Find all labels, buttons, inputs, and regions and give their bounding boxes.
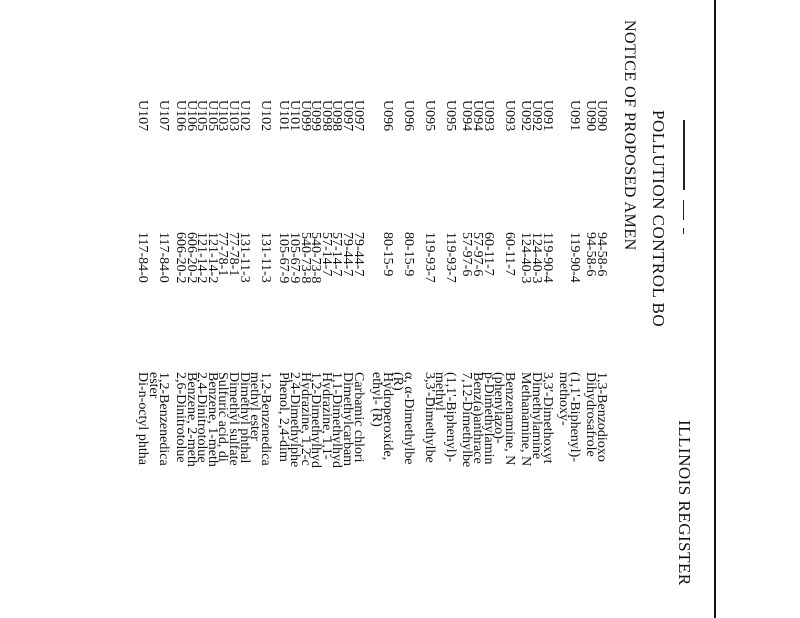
chemical-name: 3,3'-Dimethylbe [421,372,437,463]
waste-code: U097 [350,100,366,132]
chemical-name: (R) [390,372,406,391]
chemical-name: Dimethylamine [529,372,544,460]
cas-number: 57-14-7 [329,232,345,277]
chemical-name: 7,12-Dimethylbe [459,372,475,468]
cas-number: 540-73-8 [297,232,313,284]
cas-number: 79-44-7 [340,232,355,277]
cas-number: 117-84-0 [135,232,151,283]
cas-number: 124-40-3 [529,232,544,284]
waste-code: U090 [594,100,609,132]
chemical-name: 2,6-Dinitrotolue [173,372,188,463]
cas-number: 119-93-7 [421,232,437,283]
chemical-name: Carbamic chlori [350,372,366,463]
chemical-name: Sulfuric acid, di [215,372,231,462]
chemical-name: Benz(a)anthrace [470,372,485,464]
chemical-name: Benzenamine, N [501,372,517,466]
waste-code: U090 [583,100,599,132]
cas-number: 77-78-1 [215,232,231,277]
chemical-name: 3,3'-Dimethoxyt [539,372,555,464]
waste-code: U106 [173,100,188,132]
waste-code: U101 [276,100,292,132]
waste-code: U093 [480,100,496,132]
cas-number: 80-15-9 [401,232,416,277]
chemical-name: Dimethyl phthal [236,372,252,464]
waste-code: U099 [297,100,313,132]
chemical-name: Phenol, 2,4-dim [276,372,292,462]
cas-number: 119-90-4 [539,232,555,283]
chemical-name: 1,2-Benzenedica [257,372,273,466]
waste-code: U095 [442,100,458,132]
chemical-name: 1,1-Dimethylhyd [329,372,345,469]
chemical-name: 2,4-Dimethylphe [287,372,302,468]
cas-number: 60-11-7 [480,232,496,276]
notice-header: NOTICE OF PROPOSED AMEN [621,20,638,251]
chemical-name: Hydrazine, 1,1- [318,372,334,460]
chemical-name: Benzene, 1-meth [204,372,220,467]
register-header: ILLINOIS REGISTER [675,420,694,586]
chemical-name: Hydroperoxide, [379,372,395,461]
waste-code: U093 [501,100,517,132]
waste-code: U098 [318,100,334,132]
waste-code: U098 [329,100,345,132]
waste-code: U105 [194,100,210,132]
cas-number: 117-84-0 [156,232,172,283]
chemical-name: 1,2-Benzenedica [156,372,172,466]
cas-number: 606-20-2 [183,232,199,284]
chemical-name: methyl [432,372,448,411]
waste-code: U096 [379,100,395,132]
chemical-name: Dimethylcarbam [340,372,355,467]
waste-code: U094 [459,100,475,132]
chemical-name: α, α-Dimethylbe [401,372,416,465]
waste-code: U107 [135,100,151,132]
chemical-name: 1,2-Dimethylhyd [308,372,324,469]
waste-code: U103 [226,100,241,132]
chemical-name: Hydrazine, 1,2-c [297,372,313,466]
chemical-name: (1,1'-Biphenyl)- [442,372,458,463]
cas-number: 57-97-6 [470,232,485,277]
waste-code: U091 [566,100,582,132]
chemical-name: Di-n-octyl phtha [135,372,151,465]
chemical-name: (1,1'-Biphenyl)- [566,372,582,463]
chemical-name: ester [145,372,161,399]
cas-number: 119-93-7 [442,232,458,283]
waste-code: U107 [156,100,172,132]
cas-number: 124-40-3 [518,232,534,284]
cas-number: 540-73-8 [308,232,324,284]
chemical-name: Methanamine, N [518,372,534,467]
cas-number: 94-58-6 [583,232,599,277]
waste-code: U103 [215,100,231,132]
cas-number: 57-14-7 [318,232,334,277]
cas-number: 79-44-7 [350,232,366,277]
cas-number: 94-58-6 [594,232,609,277]
chemical-name: Dihydrosafrole [583,372,599,457]
chemical-name: (phenylazo)- [491,372,507,444]
cas-number: 80-15-9 [379,232,395,277]
cas-number: 131-11-3 [236,232,252,283]
cas-number: 119-90-4 [566,232,582,283]
chemical-name: methyl ester [247,372,263,441]
cas-number: 60-11-7 [501,232,517,276]
waste-code: U095 [421,100,437,132]
cas-number: 121-14-2 [204,232,220,284]
waste-code: U092 [518,100,534,132]
top-rule [715,0,717,618]
rotated-document [40,0,700,618]
cas-number: 105-67-9 [287,232,302,284]
cas-number: 77-78-1 [226,232,241,277]
cas-number: 131-11-3 [257,232,273,283]
waste-code: U096 [401,100,416,132]
waste-code: U099 [308,100,324,132]
chemical-name: 2,4-Dinitrotolue [194,372,210,463]
waste-code: U091 [539,100,555,132]
board-header: POLLUTION CONTROL BO [649,110,668,328]
waste-code: U092 [529,100,544,132]
waste-code: U097 [340,100,355,132]
chemical-name: ethyl- (R) [369,372,385,427]
cas-number: 121-14-2 [194,232,210,284]
waste-code: U105 [204,100,220,132]
chemical-name: p-Dimethylamin [480,372,496,465]
cas-number: 606-20-2 [173,232,188,284]
cas-number: 105-67-9 [276,232,292,284]
waste-code: U106 [183,100,199,132]
chemical-name: Benzene, 2-meth [183,372,199,467]
chemical-name: methoxy- [556,372,572,426]
chemical-name: 1,3-Benzodioxo [594,372,609,462]
waste-code: U094 [470,100,485,132]
waste-code: U102 [257,100,273,132]
waste-code: U102 [236,100,252,132]
cas-number: 57-97-6 [459,232,475,277]
chemical-name: Dimethyl sulfate [226,372,241,466]
waste-code: U101 [287,100,302,132]
